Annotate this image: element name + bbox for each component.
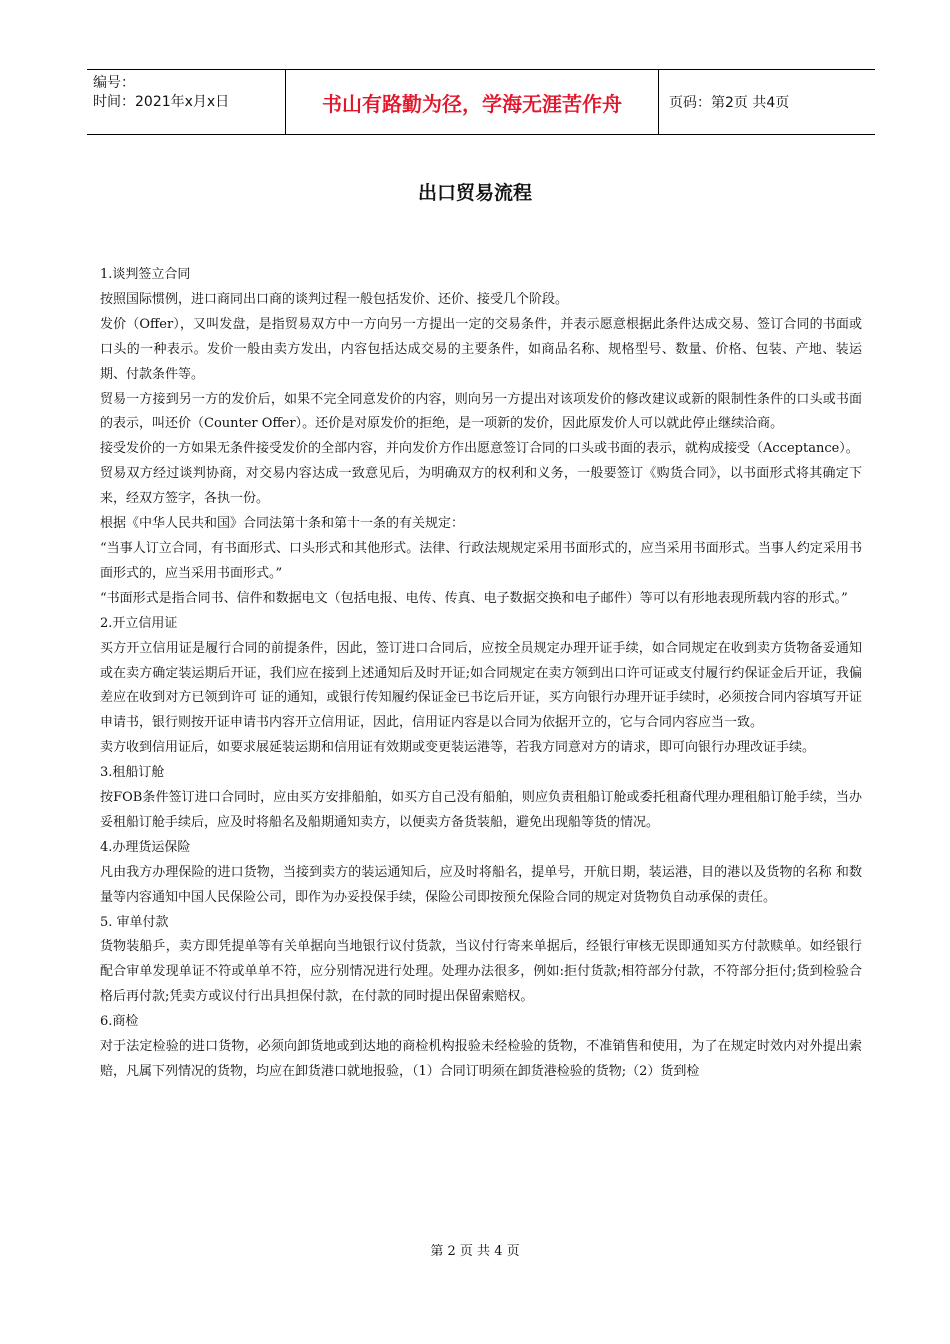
paragraph: “当事人订立合同，有书面形式、口头形式和其他形式。法律、行政法规规定采用书面形式的，应当采用书面形式。当事人约定采用书面形式的，应当采用书面形式。” (100, 540, 862, 581)
paragraph: 6.商检 (100, 1014, 139, 1030)
paragraph: 1.谈判签立合同 (100, 267, 191, 282)
paragraph: 2.开立信用证 (100, 615, 178, 631)
header-table (87, 69, 875, 135)
paragraph: 4.办理货运保险 (100, 839, 191, 855)
header-page-info: 页码：第2页 共4页 (669, 95, 790, 111)
document-title: 出口贸易流程 (417, 182, 532, 204)
date-label: 时间：2021年x月x日 (93, 94, 230, 110)
paragraph: 凡由我方办理保险的进口货物，当接到卖方的装运通知后，应及时将船名，提单号，开航日期，装运港，目的港以及货物的名称 和数量等内容通知中国人民保险公司，即作为办妥投保手续，保险公司即按预允保险合同的规定对货物负自动承保的责任。 (100, 864, 862, 905)
paragraph: 3.租船订舱 (100, 765, 165, 781)
paragraph: 发价（Offer），又叫发盘，是指贸易双方中一方向另一方提出一定的交易条件，并表示愿意根据此条件达成交易、签订合同的书面或口头的一种表示。发价一般由卖方发出，内容包括达成交易的主要条件，如商品名称、规格型号、数量、价格、包装、产地、装运期、付款条件等。 (100, 316, 862, 382)
paragraph: 买方开立信用证是履行合同的前提条件，因此，签订进口合同后，应按全员规定办理开证手续，如合同规定在收到卖方货物备妥通知或在卖方确定装运期后开证，我们应在接到上述通知后及时开证;如合同规定在卖方领到出口许可证或支付履行约保证金后开证，我偏差应在收到对方已领到许可 证的通知，或银行传知履约保证金已书讫后开证，买方向银行办理开证手续时，必须按合同内容填写开证申请书，银行则按开证申请书内容开立信用证，因此，信用证内容是以合同为依据开立的，它与合同内容应当一致。 (100, 640, 862, 731)
paragraph: 贸易一方接到另一方的发价后，如果不完全同意发价的内容，则向另一方提出对该项发价的修改建议或新的限制性条件的口头或书面的表示，叫还价（Counter Offer）。还价是对原发价的拒绝，是一项新的发价，因此原发价人可以就此停止继续洽商。 (100, 391, 862, 432)
paragraph: “书面形式是指合同书、信件和数据电文（包括电报、电传、传真、电子数据交换和电子邮件）等可以有形地表现所载内容的形式。” (100, 590, 848, 606)
paragraph: 5. 审单付款 (100, 914, 169, 930)
paragraph: 对于法定检验的进口货物，必须向卸货地或到达地的商检机构报验未经检验的货物，不准销售和使用，为了在规定时效内对外提出索赔，凡属下列情况的货物，均应在卸货港口就地报验，（1）合同订明须在卸货港检验的货物;（2）货到检 (100, 1039, 862, 1079)
header-meta (87, 70, 285, 134)
document-body (100, 263, 862, 1085)
paragraph: 按FOB条件签订进口合同时，应由买方安排船舶，如买方自己没有船舶，则应负责租船订舱或委托租裔代理办理租船订舱手续，当办妥租船订舱手续后，应及时将船名及船期通知卖方，以便卖方备货装船，避免出现船等货的情况。 (100, 790, 862, 830)
paragraph: 根据《中华人民共和国》合同法第十条和第十一条的有关规定： (100, 516, 465, 532)
header-motto: 书山有路勤为径，学海无涯苦作舟 (285, 70, 659, 134)
paragraph: 卖方收到信用证后，如要求展延装运期和信用证有效期或变更装运港等，若我方同意对方的请求，即可向银行办理改证手续。 (100, 740, 816, 756)
paragraph: 贸易双方经过谈判协商，对交易内容达成一致意见后，为明确双方的权利和义务，一般要签订《购货合同》，以书面形式将其确定下来，经双方签字，各执一份。 (100, 466, 862, 507)
paragraph: 按照国际惯例，进口商同出口商的谈判过程一般包括发价、还价、接受几个阶段。 (100, 291, 569, 307)
paragraph: 接受发价的一方如果无条件接受发价的全部内容，并向发价方作出愿意签订合同的口头或书面的表示，就构成接受（Acceptance）。 (100, 441, 859, 457)
paragraph: 货物装船乒，卖方即凭提单等有关单据向当地银行议付货款，当议付行寄来单据后，经银行审核无误即通知买方付款赎单。如经银行配合审单发现单证不符或单单不符，应分别情况进行处理。处理办法很多，例如:拒付货款;相符部分付款，不符部分拒付;货到检验合格后再付款;凭卖方或议付行出具担保付款，在付款的同时提出保留索赔权。 (100, 939, 862, 1005)
number-label: 编号： (93, 75, 135, 91)
page-footer: 第 2 页 共 4 页 (430, 1244, 520, 1259)
